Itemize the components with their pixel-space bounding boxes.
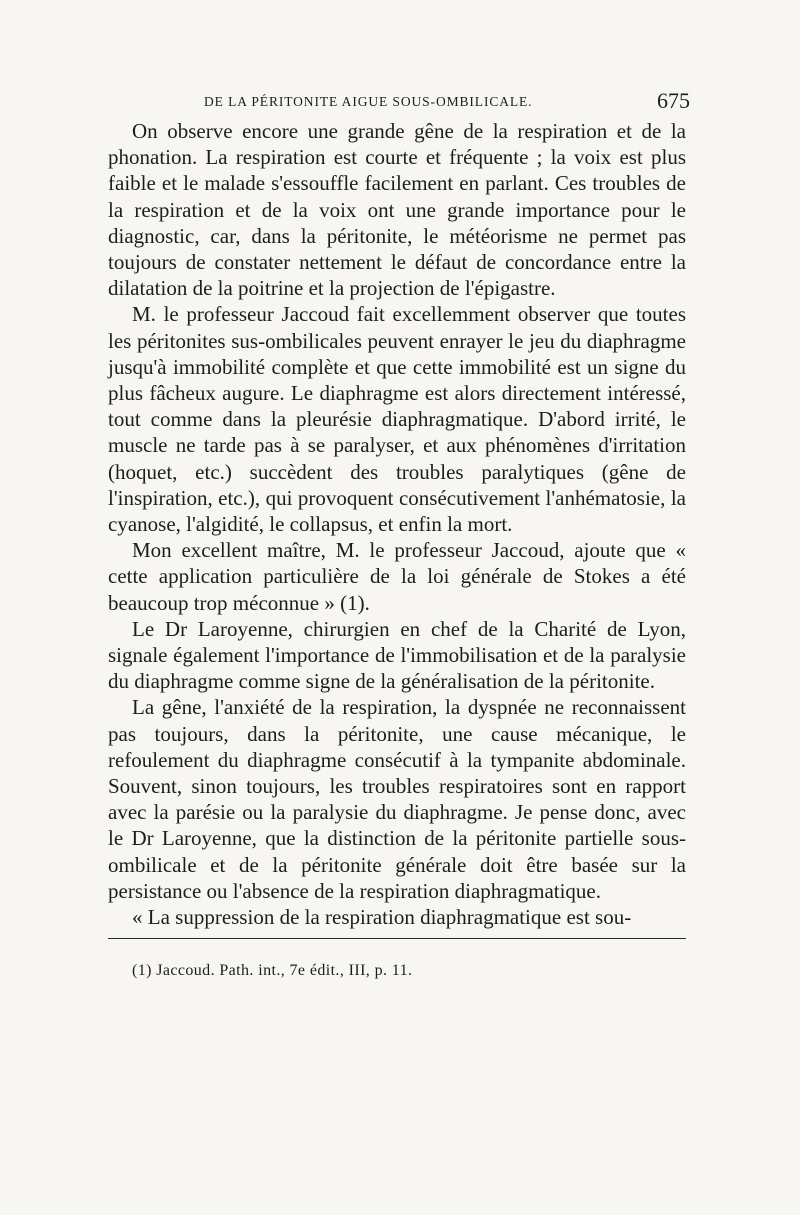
paragraph: « La suppression de la respiration diaphragmatique est sou- [132, 905, 632, 930]
page-header [108, 88, 690, 118]
paragraph: On observe encore une grande gêne de la respiration et de la phonation. La respiration est courte et fréquente ; la voix est plus faible et le malade s'essouffle facilement en parlant. Ces troubles de la respiration et de la voix ont une grande importance pour le diagnostic, car, dans la péritonite, le météorisme ne permet pas toujours de constater nettement le défaut de concordance entre la dilatation de la poitrine et la projection de l'épigastre. [108, 119, 686, 301]
running-head: DE LA PÉRITONITE AIGUE SOUS-OMBILICALE. [204, 94, 533, 109]
book-page [108, 88, 690, 981]
paragraph: La gêne, l'anxiété de la respiration, la dyspnée ne reconnaissent pas toujours, dans la péritonite, une cause mécanique, le refoulement du diaphragme consécutif à la tympanite abdominale. Souvent, sinon toujours, les troubles respiratoires sont en rapport avec la parésie ou la paralysie du diaphragme. Je pense donc, avec le Dr Laroyenne, que la distinction de la péritonite partielle sous-ombilicale et de la péritonite générale doit être basée sur la persistance ou l'absence de la respiration diaphragmatique. [108, 695, 686, 903]
body-text [108, 118, 686, 930]
footnote: (1) Jaccoud. Path. int., 7e édit., III, p. 11. [132, 962, 413, 980]
paragraph: M. le professeur Jaccoud fait excellemment observer que toutes les péritonites sus-ombilicales peuvent enrayer le jeu du diaphragme jusqu'à immobilité complète et que cette immobilité est un signe du plus fâcheux augure. Le diaphragme est alors directement intéressé, tout comme dans la pleurésie diaphragmatique. D'abord irrité, le muscle ne tarde pas à se paralyser, et aux phénomènes d'irritation (hoquet, etc.) succèdent des troubles paralytiques (gêne de l'inspiration, etc.), qui provoquent consécutivement l'anhématosie, la cyanose, l'algidité, le collapsus, et enfin la mort. [108, 302, 686, 537]
page-number: 675 [657, 88, 690, 113]
paragraph: Mon excellent maître, M. le professeur Jaccoud, ajoute que « cette application particulière de la loi générale de Stokes a été beaucoup trop méconnue » (1). [108, 538, 686, 615]
footnote-divider [108, 938, 686, 939]
paragraph: Le Dr Laroyenne, chirurgien en chef de la Charité de Lyon, signale également l'importance de l'immobilisation et de la paralysie du diaphragme comme signe de la généralisation de la péritonite. [108, 616, 686, 694]
